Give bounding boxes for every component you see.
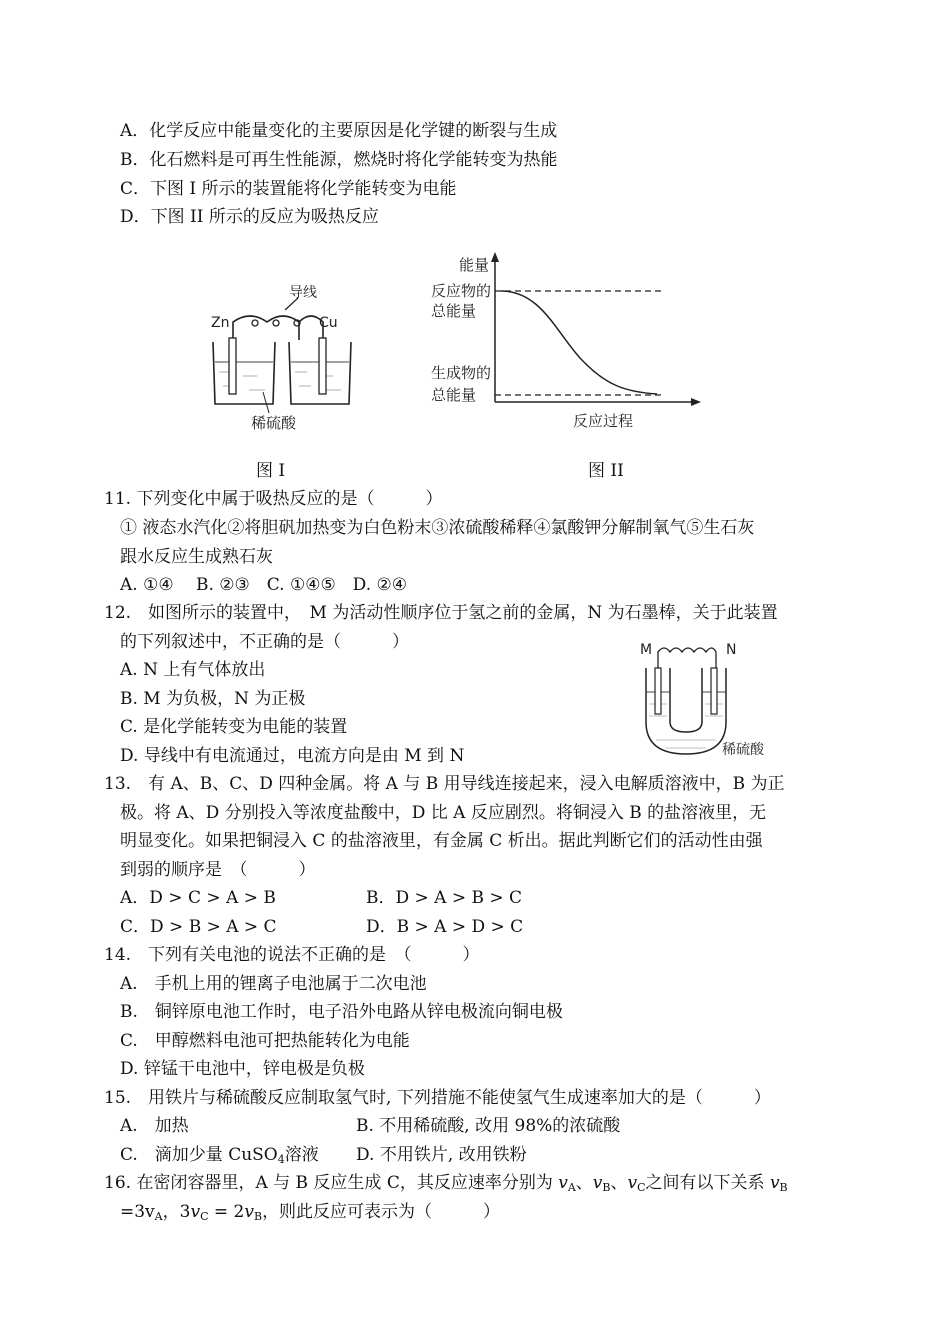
q16-line1: 16. 在密闭容器里，A 与 B 反应生成 C，其反应速率分别为 $v_A$、$v_B$、$v_C$之间有以下关系 $v_B$ <box>104 1173 788 1194</box>
q11-items-line1: ① 液态水汽化②将胆矾加热变为白色粉末③浓硫酸稀释④氯酸钾分解制氧气⑤生石灰 <box>120 518 755 538</box>
q15-option-a: A. 加热 <box>120 1116 189 1136</box>
q13-option-b: B．D > A > B > C <box>366 888 523 908</box>
fig2-product-label-2: 总能量 <box>431 386 477 404</box>
q11-items-line2: 跟水反应生成熟石灰 <box>120 547 273 567</box>
q14-option-b: B. 铜锌原电池工作时，电子沿外电路从锌电极流向铜电极 <box>120 1002 563 1022</box>
q11-stem: 11. 下列变化中属于吸热反应的是（ ） <box>104 489 443 509</box>
q13-line2: 极。将 A、D 分别投入等浓度盐酸中，D 比 A 反应剧烈。将铜浸入 B 的盐溶液里，无 <box>120 803 767 823</box>
q12-fig-acid-label: 稀硫酸 <box>722 742 764 758</box>
q13-line1: 13. 有 A、B、C、D 四种金属。将 A 与 B 用导线连接起来，浸入电解质溶液中，B 为正 <box>104 774 785 794</box>
q14-option-c: C. 甲醇燃料电池可把热能转化为电能 <box>120 1031 410 1051</box>
figure-1-galvanic-cell <box>205 280 365 435</box>
fig1-wire-label: 导线 <box>289 285 317 301</box>
fig2-y-axis-label: 能量 <box>459 256 490 274</box>
q12-fig-n-label: N <box>726 642 737 658</box>
q11-options: A. ①④ B. ②③ C. ①④⑤ D. ②④ <box>120 575 407 595</box>
q13-option-d: D．B > A > D > C <box>366 917 524 937</box>
q10-option-a: A．化学反应中能量变化的主要原因是化学键的断裂与生成 <box>120 121 558 141</box>
q12-option-a: A. N 上有气体放出 <box>120 660 266 680</box>
q12-option-c: C. 是化学能转变为电能的装置 <box>120 717 348 737</box>
q14-stem: 14. 下列有关电池的说法不正确的是 （ ） <box>104 945 480 965</box>
q14-option-d: D. 锌锰干电池中，锌电极是负极 <box>120 1059 365 1079</box>
q12-u-tube-figure <box>630 632 780 764</box>
q13-line4: 到弱的顺序是 （ ） <box>120 860 316 880</box>
q12-fig-m-label: M <box>640 642 653 658</box>
q13-option-a: A．D > C > A > B <box>120 888 276 908</box>
fig1-cu-label: Cu <box>319 315 338 331</box>
q12-stem-line2: 的下列叙述中，不正确的是（ ） <box>120 632 409 652</box>
q13-line3: 明显变化。如果把铜浸入 C 的盐溶液里，有金属 C 析出。据此判断它们的活动性由强 <box>120 831 763 851</box>
q15-stem: 15. 用铁片与稀硫酸反应制取氢气时, 下列措施不能使氢气生成速率加大的是（ ） <box>104 1088 771 1108</box>
fig2-product-label-1: 生成物的 <box>431 364 492 382</box>
fig2-caption: 图 II <box>588 461 624 481</box>
q12-stem-line1: 12. 如图所示的装置中， M 为活动性顺序位于氢之前的金属，N 为石墨棒，关于此装置 <box>104 603 778 623</box>
q10-option-d: D．下图 II 所示的反应为吸热反应 <box>120 207 379 227</box>
figure-2-energy-diagram <box>425 250 710 440</box>
fig2-x-axis-label: 反应过程 <box>573 412 634 430</box>
q12-option-b: B. M 为负极，N 为正极 <box>120 689 306 709</box>
q15-option-c: C. 滴加少量 CuSO$_4$溶液 <box>120 1145 319 1166</box>
q16-line2: $=3v_A$，$3v_C = 2v_B$，则此反应可表示为（ ） <box>120 1202 501 1223</box>
q14-option-a: A. 手机上用的锂离子电池属于二次电池 <box>120 974 427 994</box>
q15-option-b: B. 不用稀硫酸, 改用 98%的浓硫酸 <box>356 1116 621 1136</box>
q10-option-b: B．化石燃料是可再生性能源，燃烧时将化学能转变为热能 <box>120 150 558 170</box>
q15-option-d: D. 不用铁片, 改用铁粉 <box>356 1145 527 1165</box>
q13-option-c: C．D > B > A > C <box>120 917 277 937</box>
q12-option-d: D. 导线中有电流通过，电流方向是由 M 到 N <box>120 746 465 766</box>
q10-option-c: C．下图 I 所示的装置能将化学能转变为电能 <box>120 179 457 199</box>
fig1-zn-label: Zn <box>211 315 230 331</box>
fig1-electrolyte-label: 稀硫酸 <box>251 414 297 432</box>
fig2-reactant-label-1: 反应物的 <box>431 282 492 300</box>
fig1-caption: 图 I <box>256 461 286 481</box>
fig2-reactant-label-2: 总能量 <box>431 302 477 320</box>
